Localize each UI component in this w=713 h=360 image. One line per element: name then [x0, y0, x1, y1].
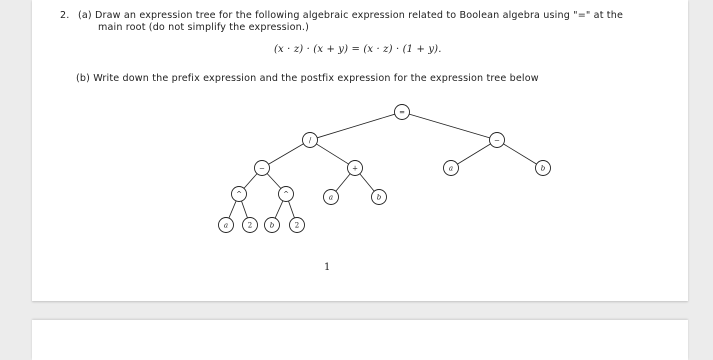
tree-node-label: b [269, 221, 275, 230]
tree-node-label: / [308, 136, 312, 145]
tree-node-a3 [444, 161, 459, 176]
part-a-text: (a) Draw an expression tree for the following algebraic expression related to Boolean algebra using "=" at the [78, 10, 624, 21]
tree-edge [336, 174, 350, 191]
tree-edge [457, 144, 490, 164]
tree-node-b3 [536, 161, 551, 176]
tree-node-a2 [324, 190, 339, 205]
question-number: 2. [60, 10, 70, 21]
tree-node-two2 [290, 218, 305, 233]
tree-edge [317, 114, 395, 138]
tree-node-label: 2 [294, 221, 300, 230]
tree-node-label: 2 [247, 221, 253, 230]
tree-edge [268, 144, 303, 164]
tree-edge [244, 174, 257, 189]
tree-edge [503, 144, 536, 164]
tree-node-label: ^ [236, 190, 242, 199]
tree-node-label: = [399, 108, 405, 117]
tree-node-root [395, 105, 410, 120]
tree-edge [289, 201, 295, 218]
tree-edge [267, 174, 281, 189]
tree-node-label: a [448, 164, 454, 173]
tree-node-label: ^ [283, 190, 289, 199]
tree-node-b2 [372, 190, 387, 205]
tree-edge [409, 114, 490, 138]
boolean-expression: (x · z) · (x + y) = (x · z) · (1 + y). [274, 44, 442, 55]
tree-node-a1 [219, 218, 234, 233]
tree-node-label: a [223, 221, 229, 230]
tree-edge [360, 174, 374, 191]
tree-node-plus [348, 161, 363, 176]
page-number: 1 [324, 262, 331, 273]
part-b-text: (b) Write down the prefix expression and the postfix expression for the expression tree below [76, 73, 539, 84]
tree-node-label: a [328, 193, 334, 202]
tree-node-two1 [243, 218, 258, 233]
tree-node-div [303, 133, 318, 148]
tree-edge [316, 144, 348, 164]
tree-node-label: + [352, 164, 358, 173]
tree-node-pow1 [232, 187, 247, 202]
tree-node-minus1 [255, 161, 270, 176]
tree-nodes [219, 105, 551, 233]
tree-edge [229, 201, 236, 218]
tree-node-label: − [259, 164, 265, 173]
tree-edge [242, 201, 248, 218]
tree-edge [275, 201, 283, 218]
tree-node-label: b [540, 164, 546, 173]
tree-node-label: − [494, 136, 500, 145]
tree-node-label: b [376, 193, 382, 202]
tree-node-minus2 [490, 133, 505, 148]
part-a-text-continued: main root (do not simplify the expression.) [98, 22, 309, 33]
tree-node-pow2 [279, 187, 294, 202]
tree-node-b1 [265, 218, 280, 233]
